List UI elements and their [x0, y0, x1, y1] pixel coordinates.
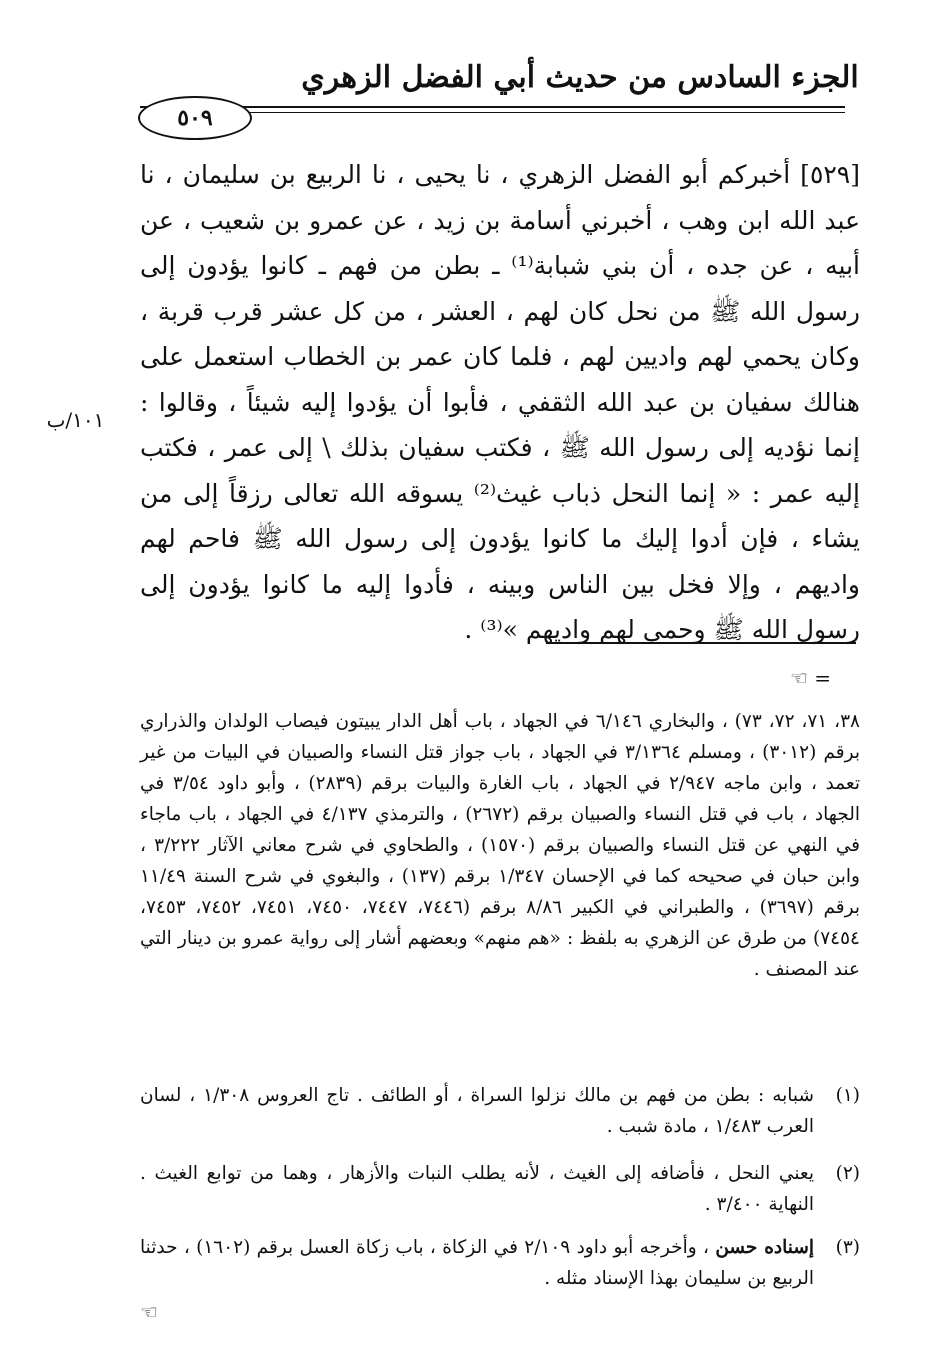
footnote-3	[140, 1232, 860, 1294]
footnote-text: شبابه : بطن من فهم بن مالك نزلوا السراة ، أو الطائف . تاج العروس ١/٣٠٨ ، لسان العرب ١/٤٨٣ ، مادة شبب .	[140, 1085, 814, 1137]
footnote-number: (٣)	[835, 1237, 860, 1258]
footnote-2	[140, 1158, 860, 1220]
manuscript-folio-note: ١٠١/ب	[46, 408, 105, 432]
running-header-title: الجزء السادس من حديث أبي الفضل الزهري	[301, 60, 859, 95]
continuation-mark: = ☜	[790, 666, 832, 690]
footnote-separator	[546, 642, 856, 644]
footnote-body: ، وأخرجه أبو داود ٢/١٠٩ في الزكاة ، باب زكاة العسل برقم (١٦٠٢) ، حدثنا الربيع بن سليمان بهذا الإسناد مثله .	[140, 1237, 814, 1289]
hadith-paragraph: [٥٢٩] أخبركم أبو الفضل الزهري ، نا يحيى ، نا الربيع بن سليمان ، نا عبد الله ابن وهب ، أخبرني أسامة بن زيد ، عن عمرو بن شعيب ، عن أبيه ، عن جده ، أن بني شبابة⁽¹⁾ ـ بطن من فهم ـ كانوا يؤدون إلى رسول الله ﷺ من نحل كان لهم ، العشر ، من كل عشر قرب قربة ، وكان يحمي لهم واديين لهم ، فلما كان عمر بن الخطاب استعمل على هنالك سفيان بن عبد الله الثقفي ، فأبوا أن يؤدوا إليه شيئاً ، وقالوا : إنما نؤديه إلى رسول الله ﷺ ، فكتب سفيان بذلك \ إلى عمر ، فكتب إليه عمر : « إنما النحل ذباب غيث⁽²⁾ يسوقه الله تعالى رزقاً إلى من يشاء ، فإن أدوا إليك ما كانوا يؤدون إلى رسول الله ﷺ فاحم لهم واديهم ، وإلا فخل بين الناس وبينه ، فأدوا إليه ما كانوا يؤدون إلى رسول الله ﷺ وحمى لهم واديهم »⁽³⁾ .	[140, 160, 860, 644]
footnote-grade: إسناده حسن	[715, 1237, 815, 1258]
page-number-badge: ٥٠٩	[138, 96, 252, 140]
footnote-number: (٢)	[835, 1163, 860, 1184]
hadith-text	[140, 152, 860, 653]
footnote-number: (١)	[835, 1085, 860, 1106]
footnote-continuation: ٣٨، ٧١، ٧٢، ٧٣) ، والبخاري ٦/١٤٦ في الجهاد ، باب أهل الدار يبيتون فيصاب الولدان والذراري برقم (٣٠١٢) ، ومسلم ٣/١٣٦٤ في الجهاد ، باب جواز قتل النساء والصبيان في البيات من غير تعمد ، وابن ماجه ٢/٩٤٧ في الجهاد ، باب الغارة والبيات برقم (٢٨٣٩) ، وأبو داود ٣/٥٤ في الجهاد ، باب في قتل النساء والصبيان برقم (٢٦٧٢) ، والترمذي ٤/١٣٧ في الجهاد ، باب ماجاء في النهي عن قتل النساء والصبيان برقم (١٥٧٠) ، والطحاوي في شرح معاني الآثار ٣/٢٢٢ ، وابن حبان في صحيحه كما في الإحسان ١/٣٤٧ برقم (١٣٧) ، والبغوي في شرح السنة ١١/٤٩ برقم (٣٦٩٧) ، والطبراني في الكبير ٨/٨٦ برقم (٧٤٤٦، ٧٤٤٧، ٧٤٥٠، ٧٤٥١، ٧٤٥٢، ٧٤٥٣، ٧٤٥٤) من طرق عن الزهري به بلفظ : «هم منهم» وبعضهم أشار إلى رواية عمرو بن دينار التي عند المصنف .	[140, 711, 861, 980]
footnote-text	[140, 1232, 814, 1294]
footnote-1	[140, 1080, 860, 1142]
footnote-text: يعني النحل ، فأضافه إلى الغيث ، لأنه يطلب النبات والأزهار ، وهما من توابع الغيث . النهاية ٣/٤٠٠ .	[140, 1163, 814, 1215]
next-page-mark: ☜	[140, 1300, 158, 1324]
